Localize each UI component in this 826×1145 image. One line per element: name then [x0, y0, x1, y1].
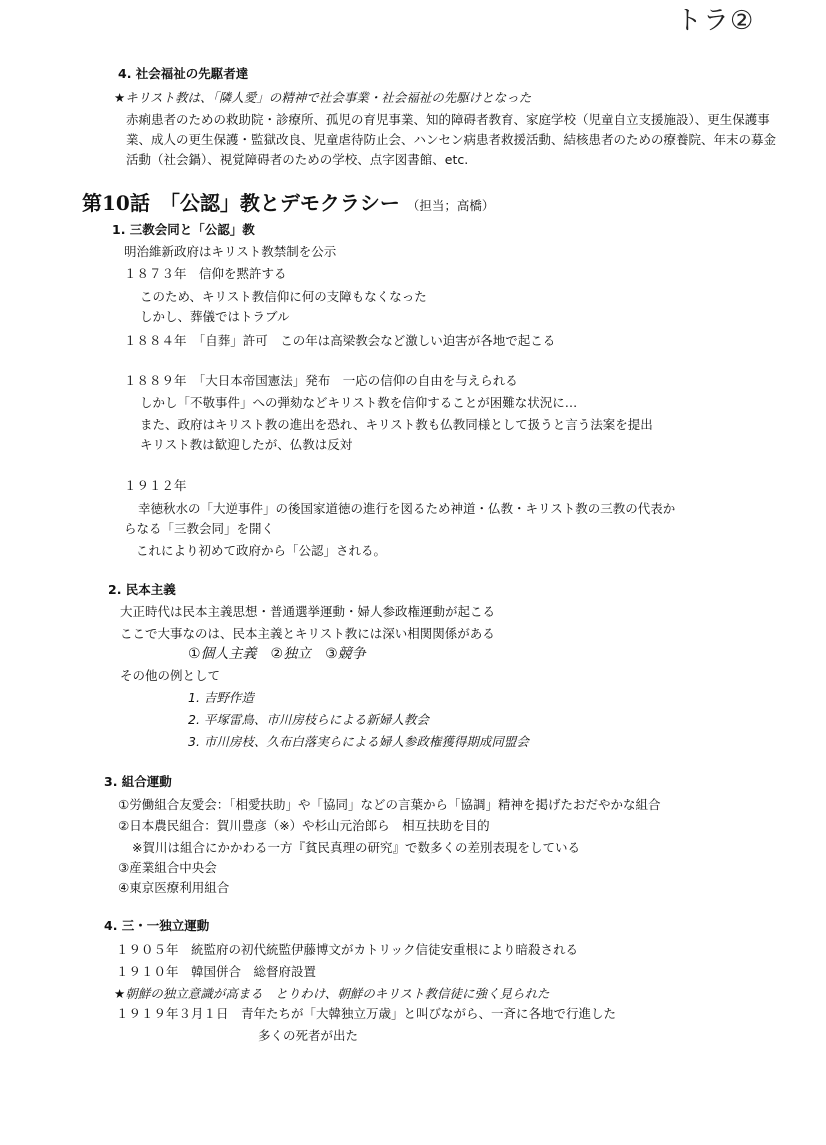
- welfare-body: 赤痢患者のための救助院・診療所、孤児の育児事業、知的障碍者教育、家庭学校（児童自立支援施設）、更生保護事業、成人の更生保護・監獄改良、児童虐待防止会、ハンセン病患者救援活動、結核患者のための療養院、年末の募金活動（社会鍋）、視覚障碍者のための学校、点字図書館、etc.: [126, 112, 777, 167]
- sec3-line: ②日本農民組合：賀川豊彦（※）や杉山元治郎ら 相互扶助を目的: [118, 818, 490, 833]
- sec1-line: キリスト教は歓迎したが、仏教は反対: [140, 437, 353, 452]
- sec3-line: ④東京医療利用組合: [118, 880, 230, 895]
- sec4-line: １９１０年 韓国併合 総督府設置: [116, 964, 317, 979]
- welfare-lead: ★キリスト教は、「隣人愛」の精神で社会事業・社会福祉の先駆けとなった: [114, 90, 532, 105]
- sec3-line: ※賀川は組合にかかわる一方『貧民真理の研究』で数多くの差別表現をしている: [132, 840, 580, 855]
- sec2-line: 2. 平塚雷鳥、市川房枝らによる新婦人教会: [188, 712, 429, 727]
- sec2-line: ここで大事なのは、民本主義とキリスト教には深い相関関係がある: [120, 626, 495, 641]
- sec1-line: １８８９年 「大日本帝国憲法」発布 一応の信仰の自由を与えられる: [124, 373, 518, 388]
- sec2-line: その他の例として: [120, 668, 221, 683]
- sec4-line: １９１９年３月１日 青年たちが「大韓独立万歳」と叫びながら、一斉に各地で行進した: [116, 1006, 617, 1021]
- chapter-title-text: 第10話 「公認」教とデモクラシー: [82, 191, 400, 215]
- sec1-line: このため、キリスト教信仰に何の支障もなくなった: [140, 289, 427, 304]
- sec1-line: 幸徳秋水の「大逆事件」の後国家道徳の進行を図るため神道・仏教・キリスト教の三教の代表か: [138, 501, 676, 516]
- sec2-heading: 2. 民本主義: [108, 582, 176, 597]
- sec2-line: 大正時代は民本主義思想・普通選挙運動・婦人参政権運動が起こる: [120, 604, 496, 619]
- sec4-line: １９０５年 統監府の初代統監伊藤博文がカトリック信徒安重根により暗殺される: [116, 942, 579, 957]
- chapter-author: （担当；高橋）: [406, 198, 495, 213]
- sec3-line: ③産業組合中央会: [118, 860, 217, 875]
- sec2-line: 3. 市川房枝、久布白落実らによる婦人参政権獲得期成同盟会: [188, 734, 529, 749]
- sec1-line: １８７３年 信仰を黙許する: [124, 266, 287, 281]
- sec1-line: 明治維新政府はキリスト教禁制を公示: [124, 244, 337, 259]
- sec2-line: ①個人主義 ②独立 ③競争: [188, 646, 366, 662]
- sec3-heading: 3. 組合運動: [104, 774, 172, 789]
- sec1-line: らなる「三教会同」を開く: [124, 521, 275, 536]
- sec4-heading: 4. 三・一独立運動: [104, 918, 210, 933]
- sec1-line: これにより初めて政府から「公認」される。: [136, 543, 387, 558]
- sec1-line: １９１２年: [124, 478, 187, 493]
- sec3-line: ①労働組合友愛会：「相愛扶助」や「協同」などの言葉から「協調」精神を掲げたおだやかな組合: [118, 797, 661, 812]
- welfare-heading: 4. 社会福祉の先駆者達: [118, 66, 249, 81]
- sec1-heading: 1. 三教会同と「公認」教: [112, 222, 255, 237]
- sec1-line: しかし、葬儀ではトラブル: [140, 309, 290, 324]
- sec4-line: ★朝鮮の独立意識が高まる とりわけ、朝鮮のキリスト教信徒に強く見られた: [114, 986, 550, 1001]
- handwritten-corner-mark: トラ②: [676, 6, 755, 36]
- sec4-line: 多くの死者が出た: [258, 1028, 359, 1043]
- sec1-line: １８８４年 「自葬」許可 この年は高梁教会など激しい迫害が各地で起こる: [124, 333, 556, 348]
- sec2-line: 1. 吉野作造: [188, 690, 254, 705]
- sec1-line: しかし「不敬事件」への弾劾などキリスト教を信仰することが困難な状況に…: [140, 395, 578, 410]
- sec1-line: また、政府はキリスト教の進出を恐れ、キリスト教も仏教同様として扱うと言う法案を提出: [140, 417, 653, 432]
- chapter-title: [82, 190, 494, 219]
